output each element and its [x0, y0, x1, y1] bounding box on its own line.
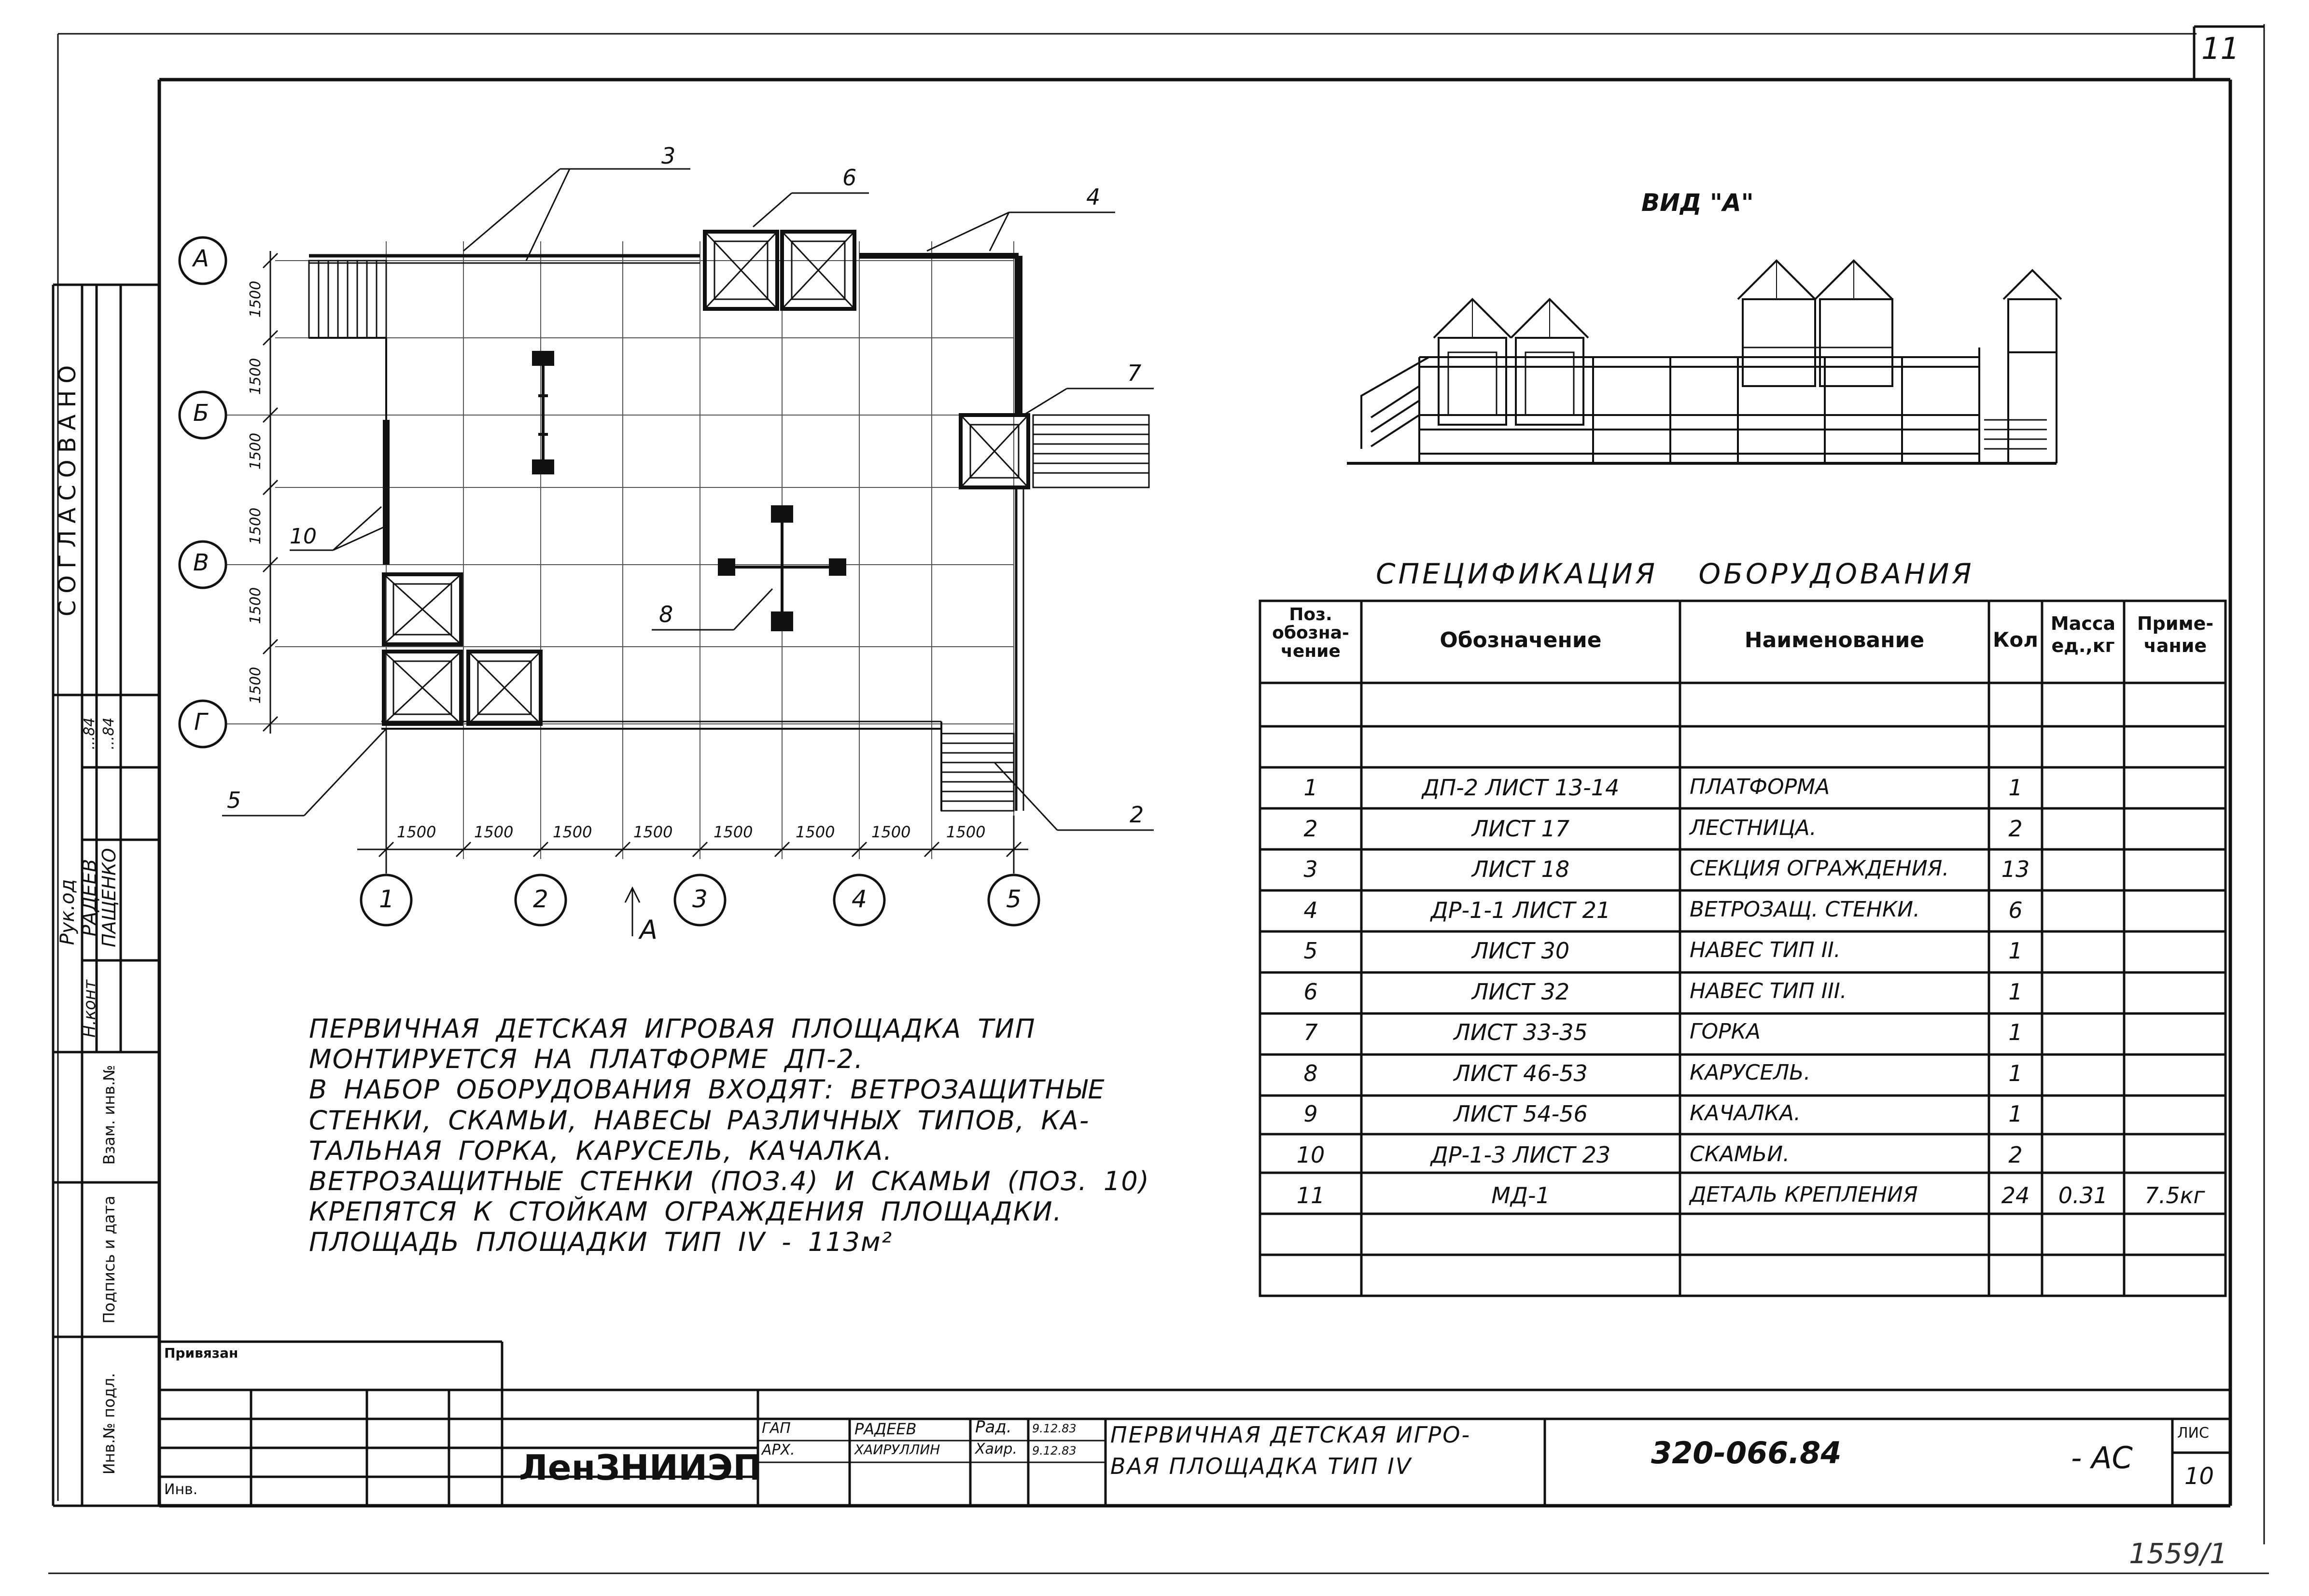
spec-cell-name: КАЧАЛКА. [1690, 1101, 1801, 1125]
tb-document-code: 320-066.84 [1651, 1435, 1842, 1471]
spec-cell-note: 7.5кг [2144, 1182, 2205, 1208]
spec-cell-qty: 2 [2008, 815, 2023, 842]
spec-cell-designation: ДР-1-3 ЛИСТ 23 [1430, 1141, 1611, 1168]
view-arrow-label: А [640, 915, 658, 945]
dim-h-3: 1500 [553, 823, 592, 841]
spec-cell-qty: 24 [2001, 1182, 2030, 1208]
axis-row-v: В [193, 549, 209, 576]
dim-v-1: 1500 [247, 280, 264, 318]
axis-col-2: 2 [533, 885, 548, 913]
note-line: В НАБОР ОБОРУДОВАНИЯ ВХОДЯТ: ВЕТРОЗАЩИТНЫЕ [309, 1074, 1106, 1105]
dim-h-5: 1500 [714, 823, 753, 841]
stamp-name-pashchenko: ПАЩЕНКО [98, 848, 120, 947]
dim-h-6: 1500 [796, 823, 835, 841]
stamp-name-radeev: РАДЕЕВ [79, 859, 101, 937]
spec-header-pos: Поз. обозна- чение [1272, 605, 1349, 661]
tb-title-line-2: ВАЯ ПЛОЩАДКА ТИП IV [1110, 1453, 1413, 1479]
spec-cell-pos: 11 [1296, 1182, 1325, 1208]
callout-8: 8 [659, 601, 673, 627]
tb-signature-2: Хаир. [975, 1441, 1018, 1457]
tb-role-arch: АРХ. [762, 1442, 795, 1458]
note-line: МОНТИРУЕТСЯ НА ПЛАТФОРМЕ ДП-2. [309, 1044, 864, 1075]
stamp-date-2: ...84 [100, 717, 117, 750]
dim-v-2: 1500 [247, 358, 264, 395]
spec-cell-pos: 4 [1303, 897, 1318, 923]
spec-cell-designation: ЛИСТ 46-53 [1454, 1060, 1588, 1086]
table-row [1260, 1178, 2225, 1219]
table-row [1260, 1096, 2225, 1137]
callout-3: 3 [661, 143, 676, 169]
note-line: ПЕРВИЧНАЯ ДЕТСКАЯ ИГРОВАЯ ПЛОЩАДКА ТИП [309, 1013, 1036, 1044]
table-row [1260, 811, 2225, 852]
spec-cell-designation: ЛИСТ 32 [1471, 978, 1570, 1005]
stamp-role-control: Н.конт [80, 980, 99, 1038]
spec-title: СПЕЦИФИКАЦИЯ ОБОРУДОВАНИЯ [1376, 557, 1974, 590]
axis-row-b: Б [193, 400, 209, 427]
tb-sheet-number: 10 [2184, 1463, 2214, 1490]
table-row [1260, 933, 2225, 974]
tb-sheet-label: ЛИС [2177, 1425, 2209, 1442]
spec-cell-name: НАВЕС ТИП III. [1690, 978, 1847, 1003]
dim-v-5: 1500 [247, 587, 264, 625]
spec-header-designation: Обозначение [1440, 628, 1602, 652]
stamp-col-inv: Инв.№ подл. [100, 1373, 118, 1475]
spec-cell-designation: МД-1 [1491, 1182, 1550, 1208]
notes-block [309, 1013, 1150, 1257]
note-line: ВЕТРОЗАЩИТНЫЕ СТЕНКИ (ПОЗ.4) И СКАМЬИ (ПОЗ. 10) [309, 1166, 1150, 1196]
spec-cell-name: ДЕТАЛЬ КРЕПЛЕНИЯ [1690, 1182, 1918, 1207]
dim-h-7: 1500 [871, 823, 911, 841]
stamp-role-head: Рук.од [56, 879, 79, 945]
tb-inv-label: Инв. [164, 1481, 198, 1498]
spec-header-qty: Кол [1993, 628, 2038, 652]
spec-cell-pos: 5 [1303, 938, 1318, 964]
axis-col-1: 1 [379, 885, 394, 913]
spec-cell-designation: ЛИСТ 54-56 [1454, 1101, 1588, 1127]
tb-code-suffix: - АС [2071, 1440, 2133, 1475]
tb-organization: ЛенЗНИИЭП [519, 1447, 762, 1488]
note-line: КРЕПЯТСЯ К СТОЙКАМ ОГРАЖДЕНИЯ ПЛОЩАДКИ. [309, 1196, 1063, 1227]
tb-name-2: ХАИРУЛЛИН [854, 1442, 940, 1457]
spec-cell-name: ПЛАТФОРМА [1690, 775, 1830, 799]
spec-cell-qty: 13 [2001, 856, 2030, 882]
note-line: СТЕНКИ, СКАМЬИ, НАВЕСЫ РАЗЛИЧНЫХ ТИПОВ, КА- [309, 1105, 1090, 1136]
callout-7: 7 [1127, 360, 1142, 386]
callout-2: 2 [1130, 802, 1144, 828]
dim-v-6: 1500 [247, 666, 264, 704]
spec-cell-name: СКАМЬИ. [1690, 1141, 1790, 1166]
tb-title-line-1: ПЕРВИЧНАЯ ДЕТСКАЯ ИГРО- [1110, 1422, 1471, 1448]
spec-cell-pos: 8 [1303, 1060, 1318, 1086]
table-row [1260, 770, 2225, 811]
axis-col-3: 3 [692, 885, 708, 913]
note-line: ТАЛЬНАЯ ГОРКА, КАРУСЕЛЬ, КАЧАЛКА. [309, 1135, 893, 1166]
tb-signature-1: Рад. [975, 1417, 1012, 1437]
spec-cell-designation: ЛИСТ 33-35 [1454, 1019, 1588, 1045]
dim-h-2: 1500 [474, 823, 514, 841]
spec-cell-pos: 1 [1303, 775, 1318, 801]
spec-cell-qty: 6 [2008, 897, 2023, 923]
spec-cell-designation: ЛИСТ 18 [1471, 856, 1570, 882]
dim-h-8: 1500 [946, 823, 986, 841]
spec-cell-pos: 10 [1296, 1141, 1325, 1168]
tb-bound-label: Привязан [164, 1345, 238, 1361]
table-row [1260, 974, 2225, 1015]
spec-cell-qty: 1 [2008, 1019, 2023, 1045]
axis-row-g: Г [194, 708, 207, 736]
spec-cell-mass: 0.31 [2058, 1182, 2108, 1208]
spec-cell-name: ЛЕСТНИЦА. [1690, 815, 1817, 840]
axis-col-4: 4 [852, 885, 867, 913]
tb-date-2: 9.12.83 [1032, 1444, 1077, 1457]
dim-v-3: 1500 [247, 432, 264, 470]
note-line: ПЛОЩАДЬ ПЛОЩАДКИ ТИП IV - 113м² [309, 1227, 893, 1258]
spec-cell-name: СЕКЦИЯ ОГРАЖДЕНИЯ. [1690, 856, 1949, 881]
spec-cell-qty: 1 [2008, 978, 2023, 1005]
dim-h-1: 1500 [397, 823, 436, 841]
axis-row-a: А [193, 245, 209, 272]
spec-cell-pos: 6 [1303, 978, 1318, 1005]
spec-cell-name: ВЕТРОЗАЩ. СТЕНКИ. [1690, 897, 1920, 922]
stamp-date-1: ...84 [81, 717, 98, 750]
dim-h-4: 1500 [633, 823, 673, 841]
callout-5: 5 [227, 787, 241, 813]
spec-header-note: Приме- чание [2137, 613, 2214, 656]
table-row [1260, 1055, 2225, 1096]
spec-cell-qty: 1 [2008, 1101, 2023, 1127]
spec-header-mass: Масса ед.,кг [2050, 613, 2116, 656]
spec-cell-qty: 1 [2008, 938, 2023, 964]
spec-cell-qty: 1 [2008, 1060, 2023, 1086]
callout-4: 4 [1086, 184, 1101, 210]
tb-role-gap: ГАП [762, 1420, 791, 1437]
view-a-title: ВИД "А" [1641, 189, 1754, 217]
stamp-col-replace: Взам. инв.№ [100, 1065, 118, 1165]
corner-sheet-number: 11 [2201, 31, 2239, 66]
table-row [1260, 851, 2225, 892]
stamp-col-sign: Подпись и дата [100, 1195, 118, 1324]
spec-cell-qty: 2 [2008, 1141, 2023, 1168]
callout-6: 6 [842, 165, 857, 191]
table-row [1260, 1137, 2225, 1178]
spec-cell-qty: 1 [2008, 775, 2023, 801]
tb-date-1: 9.12.83 [1032, 1422, 1077, 1435]
spec-cell-name: ГОРКА [1690, 1019, 1761, 1044]
table-row [1260, 1014, 2225, 1055]
spec-cell-name: НАВЕС ТИП II. [1690, 938, 1841, 962]
spec-cell-designation: ЛИСТ 30 [1471, 938, 1570, 964]
spec-cell-pos: 9 [1303, 1101, 1318, 1127]
spec-header-name: Наименование [1744, 628, 1925, 652]
callout-10: 10 [290, 524, 317, 549]
agreed-label: СОГЛАСОВАНО [54, 358, 81, 617]
spec-cell-designation: ЛИСТ 17 [1471, 815, 1570, 842]
tb-name-1: РАДЕЕВ [854, 1420, 917, 1438]
spec-cell-designation: ДП-2 ЛИСТ 13-14 [1422, 775, 1620, 801]
axis-col-5: 5 [1006, 885, 1022, 913]
spec-cell-designation: ДР-1-1 ЛИСТ 21 [1430, 897, 1611, 923]
archive-stamp-number: 1559/1 [2129, 1537, 2228, 1570]
dim-v-4: 1500 [247, 507, 264, 545]
table-row [1260, 892, 2225, 933]
spec-cell-pos: 7 [1303, 1019, 1318, 1045]
spec-cell-pos: 2 [1303, 815, 1318, 842]
spec-cell-pos: 3 [1303, 856, 1318, 882]
spec-cell-name: КАРУСЕЛЬ. [1690, 1060, 1811, 1085]
